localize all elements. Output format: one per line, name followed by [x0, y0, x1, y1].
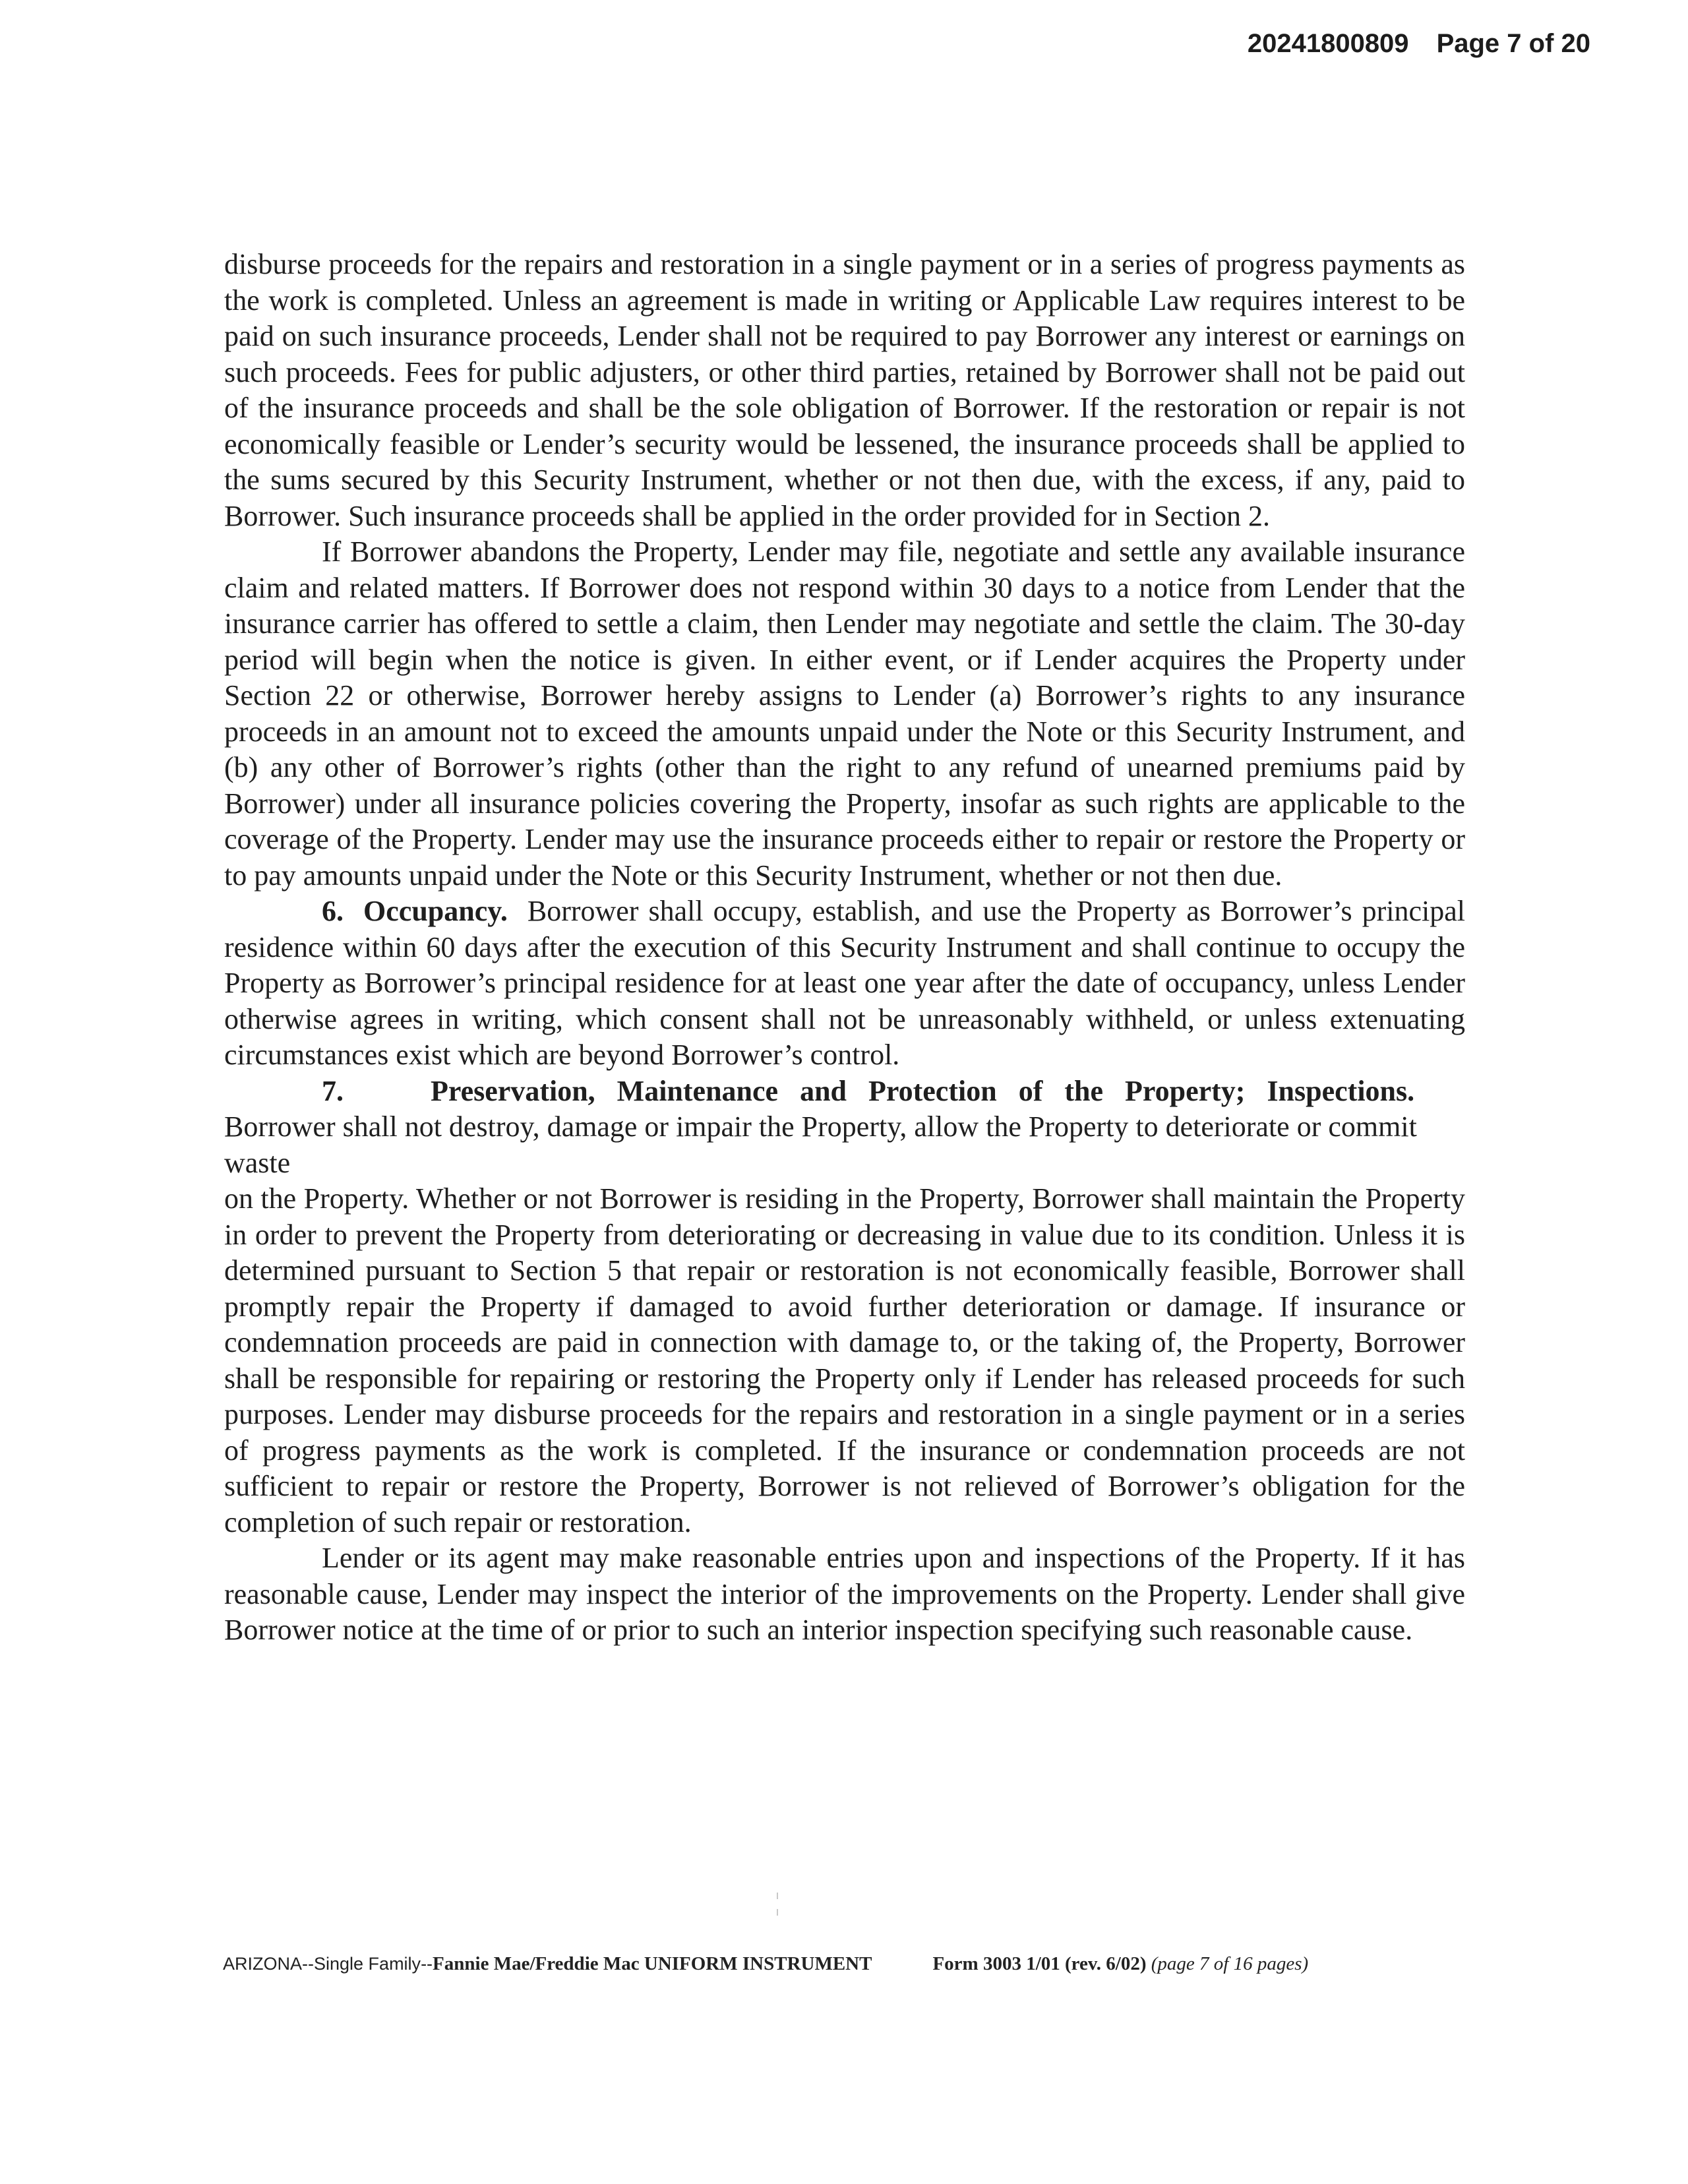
footer-family: Single Family [314, 1954, 421, 1974]
footer-form: Form 3003 1/01 (rev. 6/02) [932, 1953, 1147, 1974]
footer-instrument: Fannie Mae/Freddie Mac UNIFORM INSTRUMENT [433, 1953, 872, 1974]
section-6-occupancy [224, 894, 1465, 1074]
document-body [224, 247, 1465, 1649]
section-7-title: Preservation, Maintenance and Protection of the Property; Inspections. [431, 1074, 1415, 1107]
section-7-number: 7. [322, 1074, 344, 1107]
page-indicator: Page 7 of 20 [1436, 29, 1590, 58]
paragraph-continuation: disburse proceeds for the repairs and restoration in a single payment or in a series of progress payments as the work is completed. Unless an agreement is made in writing or Applicable Law requires interest to be paid on such insurance proceeds, Lender shall not be required to pay Borrower any interest or earnings on such proceeds. Fees for public adjusters, or other third parties, retained by Borrower shall not be paid out of the insurance proceeds and shall be the sole obligation of Borrower. If the restoration or repair is not economically feasible or Lender’s security would be lessened, the insurance proceeds shall be applied to the sums secured by this Security Instrument, whether or not then due, with the excess, if any, paid to Borrower. Such insurance proceeds shall be applied in the order provided for in Section 2. [224, 248, 1465, 532]
footer-separator: -- [302, 1954, 314, 1974]
section-7-text: on the Property. Whether or not Borrower is residing in the Property, Borrower shall maintain the Property in order to prevent the Property from deteriorating or decreasing in value due to its condition. Unless it is determined pursuant to Section 5 that repair or restoration is not economically feasible, Borrower shall promptly repair the Property if damaged to avoid further deterioration or damage. If insurance or condemnation proceeds are paid in connection with damage to, or the taking of, the Property, Borrower shall be responsible for repairing or restoring the Property only if Lender has released proceeds for such purposes. Lender may disburse proceeds for the repairs and restoration in a single payment or in a series of progress payments as the work is completed. If the insurance or condemnation proceeds are not sufficient to repair or restore the Property, Borrower is not relieved of Borrower’s obligation for the completion of such repair or restoration. [224, 1182, 1465, 1538]
page-header [1248, 29, 1590, 59]
paragraph-inspections: Lender or its agent may make reasonable entries upon and inspections of the Property. If it has reasonable cause, Lender may inspect the interior of the improvements on the Property. Lender shall give Borrower notice at the time of or prior to such an interior inspection specifying such reasonable cause. [224, 1542, 1465, 1646]
footer-state: ARIZONA [223, 1954, 303, 1974]
scan-mark [777, 1909, 778, 1916]
section-7-heading [224, 1074, 1465, 1110]
scan-mark [777, 1893, 778, 1899]
page-footer [223, 1953, 1308, 1975]
section-6-number: 6. [322, 895, 344, 927]
section-6-text: Borrower shall occupy, establish, and use the Property as Borrower’s principal residence within 60 days after the execution of this Security Instrument and shall continue to occupy the Property as Borrower’s principal residence for at least one year after the date of occupancy, unless Lender otherwise agrees in writing, which consent shall not be unreasonably withheld, or unless extenuating circumstances exist which are beyond Borrower’s control. [224, 895, 1465, 1071]
footer-separator: -- [421, 1954, 433, 1974]
section-7-first-line: Borrower shall not destroy, damage or impair the Property, allow the Property to deteriorate or commit waste [224, 1110, 1417, 1179]
footer-pages: (page 7 of 16 pages) [1151, 1953, 1309, 1974]
document-number: 20241800809 [1247, 29, 1409, 58]
paragraph-abandonment: If Borrower abandons the Property, Lender may file, negotiate and settle any available insurance claim and related matters. If Borrower does not respond within 30 days to a notice from Lender that the insurance carrier has offered to settle a claim, then Lender may negotiate and settle the claim. The 30-day period will begin when the notice is given. In either event, or if Lender acquires the Property under Section 22 or otherwise, Borrower hereby assigns to Lender (a) Borrower’s rights to any insurance proceeds in an amount not to exceed the amounts unpaid under the Note or this Security Instrument, and (b) any other of Borrower’s rights (other than the right to any refund of unearned premiums paid by Borrower) under all insurance policies covering the Property, insofar as such rights are applicable to the coverage of the Property. Lender may use the insurance proceeds either to repair or restore the Property or to pay amounts unpaid under the Note or this Security Instrument, whether or not then due. [224, 535, 1465, 892]
section-6-title: Occupancy. [363, 895, 508, 927]
